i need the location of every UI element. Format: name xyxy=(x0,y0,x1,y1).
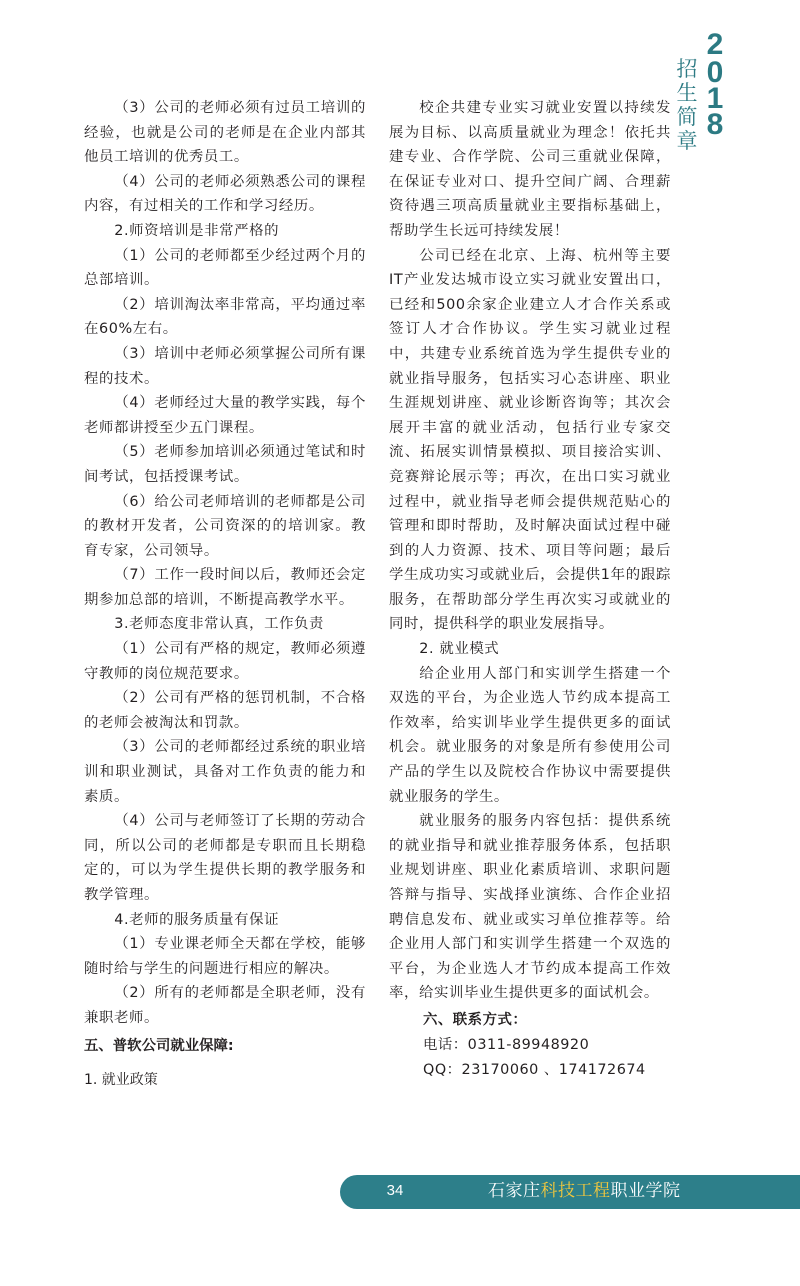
paragraph: 就业服务的服务内容包括：提供系统的就业指导和就业推荐服务体系，包括职业规划讲座、职业化素质培训、求职问题答辩与指导、实战择业演练、合作企业招聘信息发布、就业或实习单位推荐等。给企业用人部门和实训学生搭建一个双选的平台，为企业选人才节约成本提高工作效率，给实训毕业生提供更多的面试机会。 xyxy=(389,813,671,1002)
paragraph: （2）所有的老师都是全职老师，没有兼职老师。 xyxy=(84,985,366,1026)
contact-title: 六、联系方式： xyxy=(423,1011,528,1028)
contact-phone: 电话：0311-89948920 xyxy=(423,1036,590,1053)
subheading: 4.老师的服务质量有保证 xyxy=(114,911,280,928)
year-digit: 2 xyxy=(706,28,724,61)
paragraph: （4）老师经过大量的教学实践，每个老师都讲授至少五门课程。 xyxy=(84,395,366,436)
sub-item: 1. 就业政策 xyxy=(84,1071,158,1088)
paragraph: 给企业用人部门和实训学生搭建一个双选的平台，为企业选人节约成本提高工作效率，给实训毕业学生提供更多的面试机会。就业服务的对象是所有参使用公司产品的学生以及院校合作协议中需要提供就业服务的学生。 xyxy=(389,665,671,805)
paragraph: （5）老师参加培训必须通过笔试和时间考试，包括授课考试。 xyxy=(84,444,366,485)
school-name-part: 石家庄 xyxy=(488,1181,541,1201)
paragraph: （3）公司的老师都经过系统的职业培训和职业测试，具备对工作负责的能力和素质。 xyxy=(84,739,366,805)
paragraph: （7）工作一段时间以后，教师还会定期参加总部的培训，不断提高教学水平。 xyxy=(84,567,366,608)
year-digit: 0 xyxy=(706,56,724,89)
paragraph: （4）公司的老师必须熟悉公司的课程内容，有过相关的工作和学习经历。 xyxy=(84,173,366,215)
contact-qq: QQ：23170060 、174172674 xyxy=(423,1061,646,1078)
paragraph: （1）专业课老师全天都在学校，能够随时给与学生的问题进行相应的解决。 xyxy=(84,936,366,977)
paragraph: （3）公司的老师必须有过员工培训的经验，也就是公司的老师是在企业内部其他员工培训的优秀员工。 xyxy=(84,100,366,166)
paragraph: （2）公司有严格的惩罚机制，不合格的老师会被淘汰和罚款。 xyxy=(84,690,366,731)
left-column xyxy=(84,96,366,1107)
brochure-label-char: 简 xyxy=(676,105,698,129)
year-digit: 8 xyxy=(706,108,724,141)
paragraph: 校企共建专业实习就业安置以持续发展为目标、以高质量就业为理念！依托共建专业、合作学院、公司三重就业保障，在保证专业对口、提升空间广阔、合理薪资待遇三项高质量就业主要指标基础上，帮助学生长远可持续发展！ xyxy=(389,100,671,239)
right-column xyxy=(389,96,671,1083)
page-number: 34 xyxy=(386,1182,404,1199)
brochure-label-char: 章 xyxy=(676,129,698,153)
brochure-label-char: 生 xyxy=(676,81,698,105)
paragraph: （3）培训中老师必须掌握公司所有课程的技术。 xyxy=(84,345,366,387)
school-name-highlight: 科技工程 xyxy=(540,1181,611,1201)
contact-block xyxy=(389,1008,671,1083)
subheading: 2.师资培训是非常严格的 xyxy=(114,222,280,239)
brochure-label-char: 招 xyxy=(676,57,698,81)
paragraph: （4）公司与老师签订了长期的劳动合同，所以公司的老师都是专职而且长期稳定的，可以为学生提供长期的教学服务和教学管理。 xyxy=(84,813,366,903)
school-name xyxy=(488,1179,681,1203)
paragraph: 公司已经在北京、上海、杭州等主要IT产业发达城市设立实习就业安置出口，已经和500余家企业建立人才合作关系或签订人才合作协议。学生实习就业过程中，共建专业系统首选为学生提供专业的就业指导服务，包括实习心态讲座、职业生涯规划讲座、就业诊断咨询等；其次会展开丰富的就业活动，包括行业专家交流、拓展实训情景模拟、项目接洽实训、竞赛辩论展示等；再次，在出口实习就业过程中，就业指导老师会提供规范贴心的管理和即时帮助，及时解决面试过程中碰到的人力资源、技术、项目等问题；最后学生成功实习或就业后，会提供1年的跟踪服务，在帮助部分学生再次实习或就业的同时，提供科学的职业发展指导。 xyxy=(389,247,671,633)
paragraph: （2）培训淘汰率非常高，平均通过率在60%左右。 xyxy=(84,296,366,338)
year-digit: 1 xyxy=(706,82,724,115)
subheading: 2. 就业模式 xyxy=(419,641,500,658)
school-name-part: 职业学院 xyxy=(610,1181,681,1201)
section-heading: 五、普软公司就业保障: xyxy=(84,1037,234,1054)
paragraph: （1）公司的老师都至少经过两个月的总部培训。 xyxy=(84,247,366,289)
paragraph: （6）给公司老师培训的老师都是公司的教材开发者，公司资深的的培训家。教育专家，公司领导。 xyxy=(84,493,366,559)
subheading: 3.老师态度非常认真，工作负责 xyxy=(114,616,325,633)
paragraph: （1）公司有严格的规定，教师必须遵守教师的岗位规范要求。 xyxy=(84,641,366,682)
